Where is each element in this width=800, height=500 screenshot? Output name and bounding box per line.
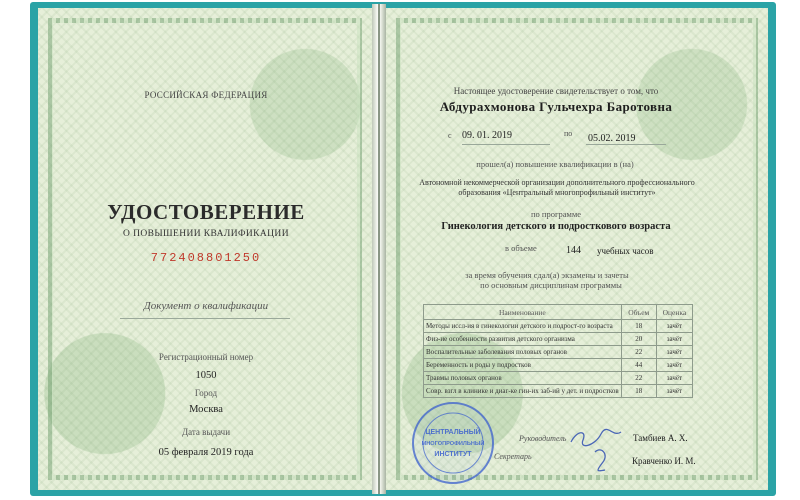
subject-grade: зачёт [656, 359, 692, 372]
grades-header-row [424, 305, 693, 320]
subject-name: Травмы половых органов [424, 372, 622, 385]
subject-volume: 22 [621, 372, 656, 385]
subject-name: Воспалительные заболевания половых органов [424, 346, 622, 359]
from-date-underline [462, 144, 550, 145]
document-kind: Документ о квалификации [143, 300, 269, 312]
subject-grade: зачёт [656, 372, 692, 385]
issue-date-value: 05 февраля 2019 года [158, 447, 254, 458]
period-from-label: с [448, 131, 452, 140]
subject-volume: 18 [621, 385, 656, 398]
table-row [424, 333, 693, 346]
passed-training-text: прошел(а) повышение квалификации в (на) [476, 159, 634, 169]
period-to-date: 05.02. 2019 [588, 133, 636, 144]
svg-text:ИНСТИТУТ: ИНСТИТУТ [434, 451, 472, 458]
exams-text-line-2: по основным дисциплинам программы [480, 280, 622, 290]
volume-hours-value: 144 [566, 245, 581, 256]
issue-date-label: Дата выдачи [181, 427, 231, 437]
table-row [424, 372, 693, 385]
to-date-underline [586, 144, 666, 145]
subject-volume: 18 [621, 320, 656, 333]
signer-1-role: Руководитель [519, 434, 567, 443]
signer-2-name: Кравченко И. М. [632, 456, 696, 466]
grades-table [423, 304, 693, 398]
organization-line-1: Автономной некоммерческой организации дополнительного профессионального [419, 178, 695, 187]
subject-name: Совр. взгл в клинике и диаг-ке гин-их заб-ий у дет. и подростков [424, 385, 622, 398]
subject-name: Физ-ие особенности развития детского организма [424, 333, 622, 346]
document-kind-underline [120, 318, 290, 319]
exams-text-line-1: за время обучения сдал(а) экзамены и зачеты [465, 270, 629, 280]
city-value: Москва [189, 404, 223, 415]
certificate-subtitle: О ПОВЫШЕНИИ КВАЛИФИКАЦИИ [123, 229, 289, 239]
period-from-date: 09. 01. 2019 [462, 130, 512, 141]
signer-2-role: Секретарь [494, 452, 532, 461]
subject-volume: 20 [621, 333, 656, 346]
table-row [424, 385, 693, 398]
subject-grade: зачёт [656, 346, 692, 359]
program-name: Гинекология детского и подросткового возраста [441, 221, 671, 232]
svg-text:ЦЕНТРАЛЬНЫЙ: ЦЕНТРАЛЬНЫЙ [425, 429, 481, 436]
signer-1-name: Тамбиев А. Х. [633, 433, 688, 443]
subject-grade: зачёт [656, 320, 692, 333]
column-header-name: Наименование [424, 305, 622, 320]
certificate-title: УДОСТОВЕРЕНИЕ [107, 200, 305, 224]
svg-text:МНОГОПРОФИЛЬНЫЙ: МНОГОПРОФИЛЬНЫЙ [421, 441, 485, 447]
subject-name: Беременность и роды у подростков [424, 359, 622, 372]
table-row [424, 346, 693, 359]
subject-grade: зачёт [656, 333, 692, 346]
column-header-grade: Оценка [656, 305, 692, 320]
table-row [424, 320, 693, 333]
organization-line-2: образования «Центральный многопрофильный институт» [458, 188, 656, 197]
hours-label: учебных часов [597, 246, 654, 256]
volume-label: в объеме [505, 243, 537, 253]
holder-full-name: Абдурахмонова Гульчехра Баротовна [439, 99, 673, 114]
city-label: Город [194, 388, 218, 398]
registration-number: 1050 [195, 370, 217, 381]
country-heading: РОССИЙСКАЯ ФЕДЕРАЦИЯ [144, 90, 268, 100]
subject-volume: 44 [621, 359, 656, 372]
intro-text: Настоящее удостоверение свидетельствует о том, что [453, 86, 659, 96]
handwritten-signature [565, 424, 635, 474]
registration-label: Регистрационный номер [158, 352, 254, 362]
subject-grade: зачёт [656, 385, 692, 398]
institute-stamp [410, 400, 496, 486]
serial-number: 772408801250 [150, 251, 262, 265]
left-page [38, 8, 372, 490]
subject-name: Методы иссл-ия в гинекологии детского и подрост-го возраста [424, 320, 622, 333]
program-label: по программе [530, 209, 582, 219]
spine-fold-line [378, 4, 380, 494]
period-to-label: по [564, 129, 573, 138]
table-row [424, 359, 693, 372]
column-header-volume: Объем [621, 305, 656, 320]
subject-volume: 22 [621, 346, 656, 359]
